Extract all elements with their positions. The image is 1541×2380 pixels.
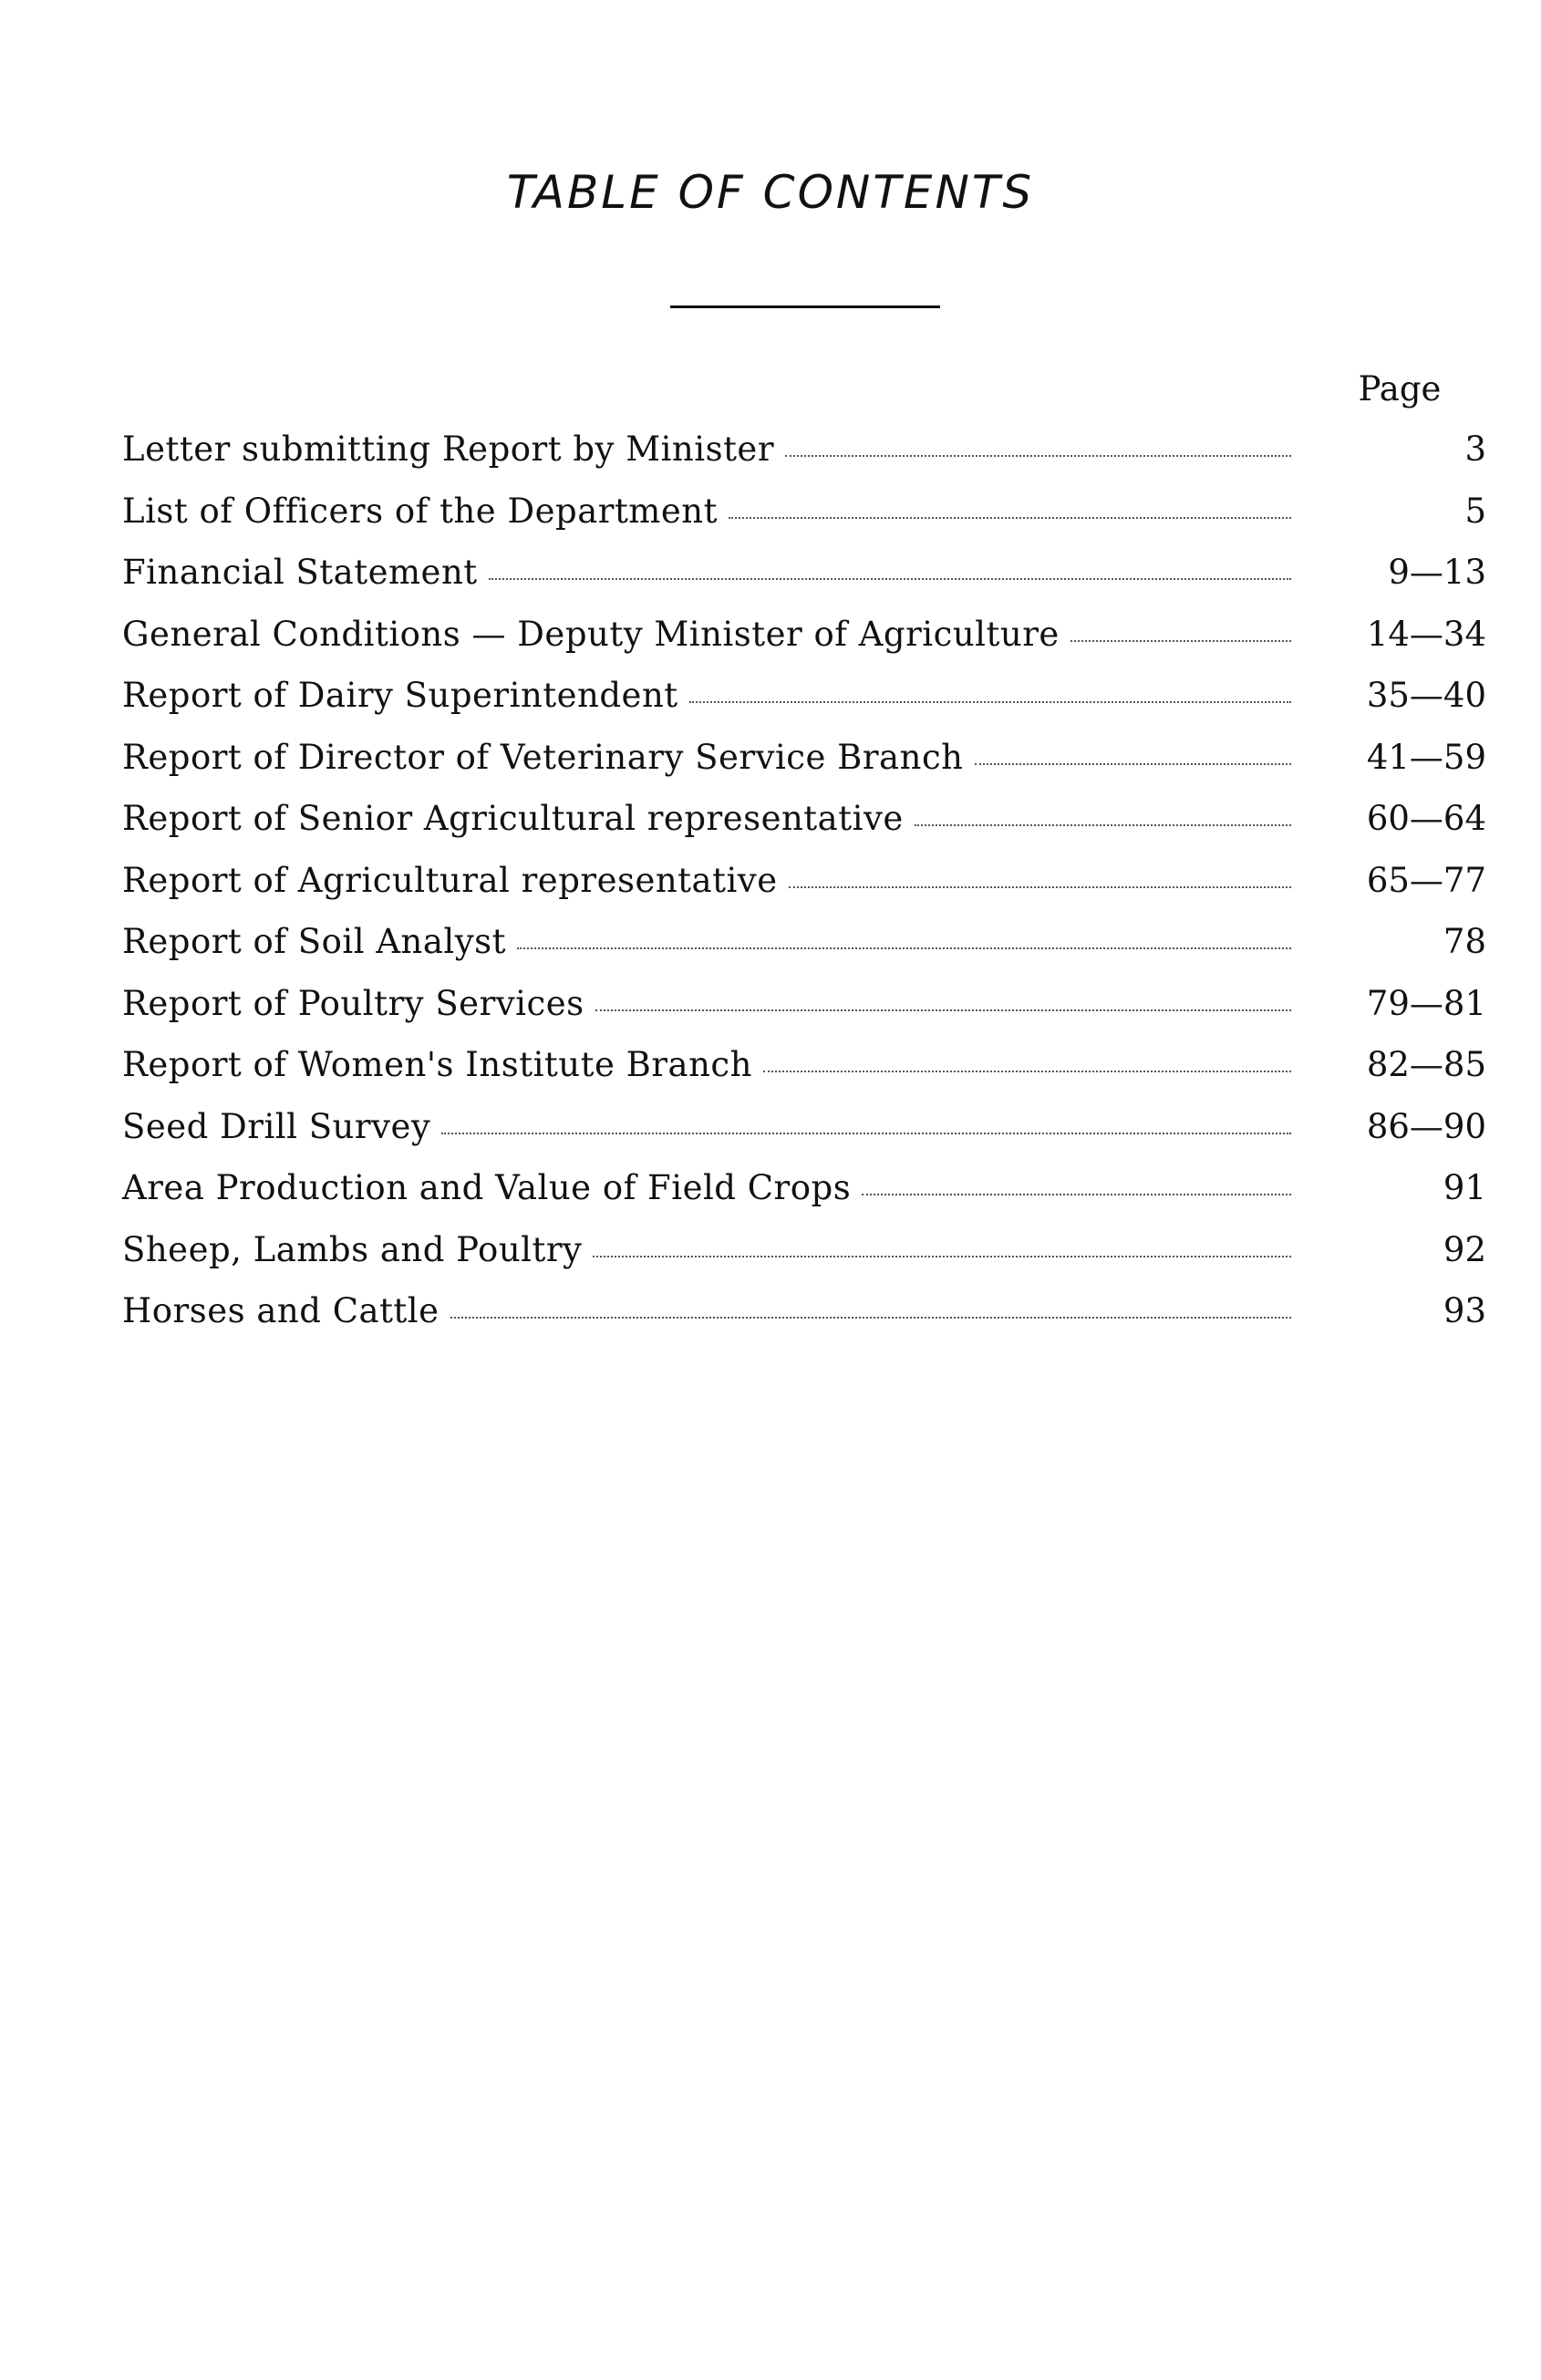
toc-entry-title: Report of Women's Institute Branch: [122, 1045, 752, 1084]
dot-leader: [441, 1133, 1291, 1134]
toc-entry-title: Report of Poultry Services: [122, 983, 584, 1023]
dot-leader: [689, 701, 1291, 703]
toc-entry-title: Report of Senior Agricultural representative: [122, 799, 904, 838]
toc-entry-title: Report of Director of Veterinary Service Branch: [122, 737, 964, 777]
toc-entry[interactable]: [122, 1288, 1486, 1350]
toc-entry-page: 35—40: [1366, 676, 1486, 715]
toc-entry[interactable]: [122, 1042, 1486, 1104]
toc-entry-page: 60—64: [1366, 799, 1486, 838]
toc-entry-title: Report of Soil Analyst: [122, 922, 507, 961]
toc-entry-title: Financial Statement: [122, 553, 478, 592]
toc-entry-title: General Conditions — Deputy Minister of Agriculture: [122, 614, 1060, 654]
toc-entry-page: 93: [1443, 1291, 1486, 1330]
page-column-heading: Page: [1358, 369, 1442, 409]
toc-entry-title: Sheep, Lambs and Poultry: [122, 1229, 583, 1269]
toc-entry[interactable]: [122, 919, 1486, 981]
dot-leader: [450, 1317, 1291, 1319]
toc-entry-page: 79—81: [1366, 983, 1486, 1023]
dot-leader: [862, 1194, 1291, 1195]
dot-leader: [763, 1071, 1291, 1072]
toc-entry-page: 41—59: [1366, 737, 1486, 777]
toc-entry-page: 78: [1443, 922, 1486, 961]
toc-list: [122, 427, 1486, 1350]
toc-entry-page: 91: [1443, 1168, 1486, 1207]
toc-entry-page: 14—34: [1366, 614, 1486, 654]
page-title: TABLE OF CONTENTS: [506, 166, 1035, 219]
toc-entry[interactable]: [122, 981, 1486, 1043]
toc-entry-title: Letter submitting Report by Minister: [122, 429, 775, 469]
toc-entry-title: Area Production and Value of Field Crops: [122, 1168, 852, 1207]
toc-entry-page: 82—85: [1366, 1045, 1486, 1084]
toc-entry-title: Report of Dairy Superintendent: [122, 676, 678, 715]
toc-entry[interactable]: [122, 673, 1486, 735]
dot-leader: [595, 1009, 1291, 1011]
toc-entry-page: 9—13: [1388, 553, 1486, 592]
dot-leader: [593, 1256, 1291, 1257]
toc-entry-title: List of Officers of the Department: [122, 491, 718, 531]
toc-entry[interactable]: [122, 612, 1486, 674]
toc-entry-page: 86—90: [1366, 1106, 1486, 1146]
dot-leader: [789, 886, 1291, 888]
toc-entry[interactable]: [122, 550, 1486, 612]
toc-entry[interactable]: [122, 796, 1486, 858]
toc-entry-page: 92: [1443, 1229, 1486, 1269]
toc-entry[interactable]: [122, 1227, 1486, 1289]
dot-leader: [1070, 640, 1291, 642]
dot-leader: [785, 455, 1291, 457]
toc-entry-title: Report of Agricultural representative: [122, 860, 778, 900]
toc-entry-page: 65—77: [1366, 860, 1486, 900]
title-underline: [670, 305, 940, 308]
toc-entry[interactable]: [122, 735, 1486, 797]
dot-leader: [915, 824, 1291, 826]
toc-entry[interactable]: [122, 858, 1486, 920]
toc-entry[interactable]: [122, 1165, 1486, 1227]
dot-leader: [517, 947, 1291, 949]
toc-entry[interactable]: [122, 1104, 1486, 1166]
toc-entry-title: Seed Drill Survey: [122, 1106, 431, 1146]
toc-entry[interactable]: [122, 427, 1486, 489]
toc-entry[interactable]: [122, 489, 1486, 551]
dot-leader: [975, 763, 1291, 765]
toc-entry-page: 5: [1464, 491, 1486, 531]
toc-entry-page: 3: [1464, 429, 1486, 469]
toc-entry-title: Horses and Cattle: [122, 1291, 440, 1330]
dot-leader: [489, 578, 1291, 580]
dot-leader: [729, 517, 1291, 519]
